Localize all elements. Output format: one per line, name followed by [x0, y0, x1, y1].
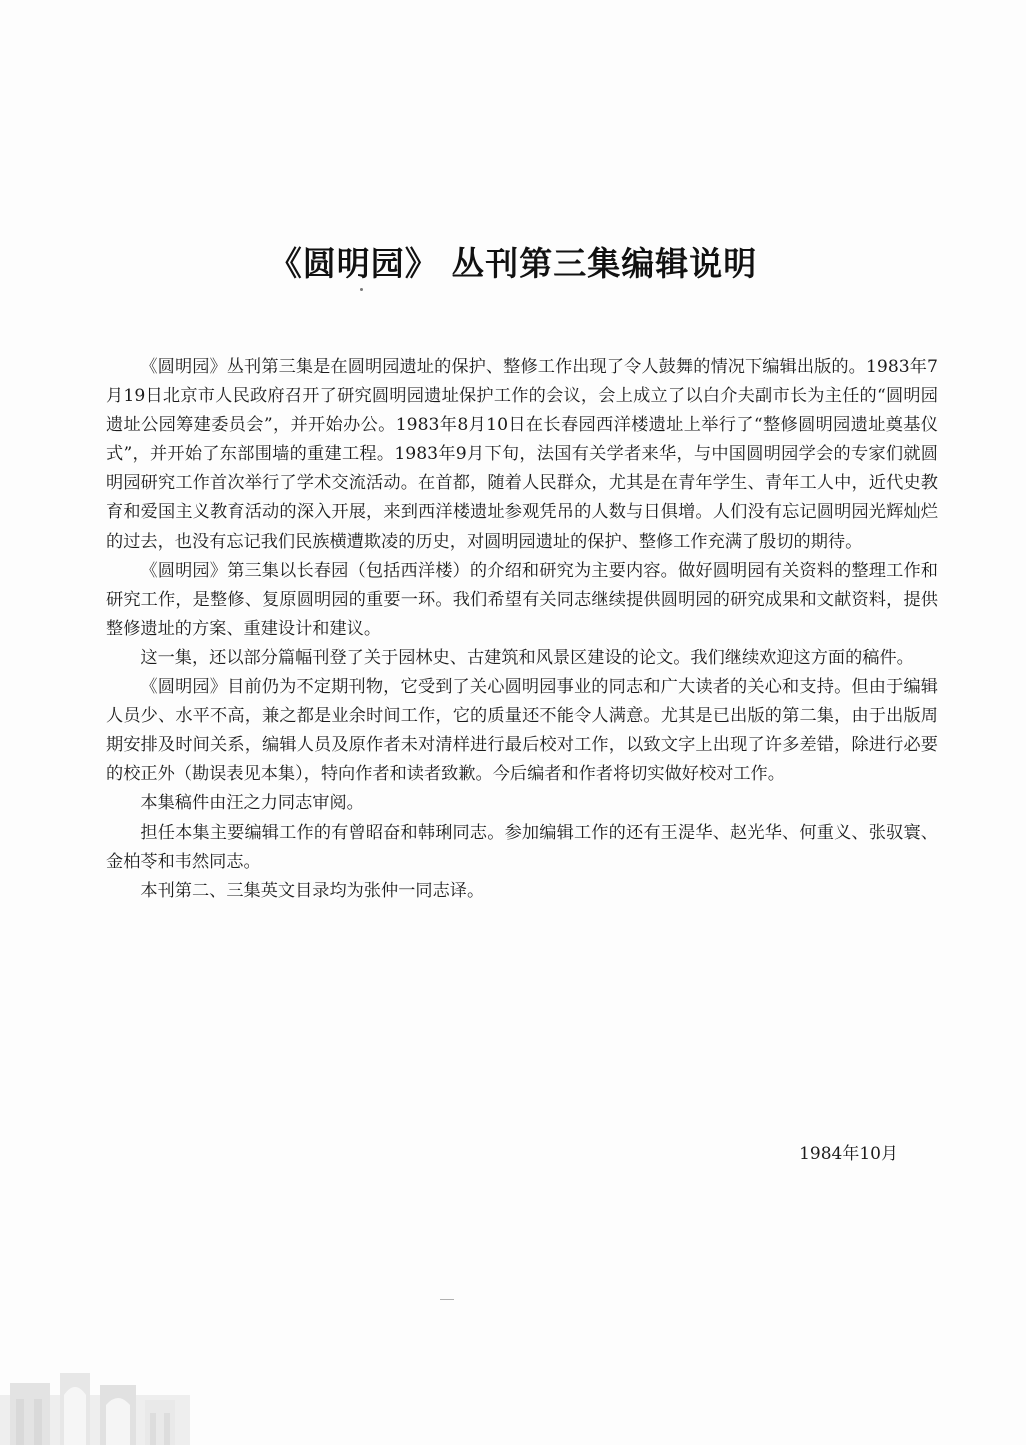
page-mark [440, 1299, 454, 1300]
paragraph-7: 本刊第二、三集英文目录均为张仲一同志译。 [140, 880, 485, 901]
paragraph-2: 《圆明园》第三集以长春园（包括西洋楼）的介绍和研究为主要内容。做好圆明园有关资料的整理工作和研究工作，是整修、复原圆明园的重要一环。我们希望有关同志继续提供圆明园的研究成果和文献资料，提供整修遗址的方案、重建设计和建议。 [106, 560, 938, 639]
ruins-watermark-image [0, 1355, 200, 1445]
paragraph-6: 担任本集主要编辑工作的有曾昭奋和韩琍同志。参加编辑工作的还有王湜华、赵光华、何重义、张驭寰、金柏苓和韦然同志。 [106, 822, 938, 872]
document-title: 《圆明园》 丛刊第三集编辑说明 [268, 244, 758, 283]
paragraph-5: 本集稿件由汪之力同志审阅。 [140, 793, 364, 814]
document-date: 1984年10月 [799, 1144, 898, 1164]
paragraph-1: 《圆明园》丛刊第三集是在圆明园遗址的保护、整修工作出现了令人鼓舞的情况下编辑出版的。1983年7月19日北京市人民政府召开了研究圆明园遗址保护工作的会议，会上成立了以白介夫副市长为主任的“圆明园遗址公园筹建委员会”，并开始办公。1983年8月10日在长春园西洋楼遗址上举行了“整修圆明园遗址奠基仪式”，并开始了东部围墙的重建工程。1983年9月下旬，法国有关学者来华，与中国圆明园学会的专家们就圆明园研究工作首次举行了学术交流活动。在首都，随着人民群众，尤其是在青年学生、青年工人中，近代史教育和爱国主义教育活动的深入开展，来到西洋楼遗址参观凭吊的人数与日俱增。人们没有忘记圆明园光辉灿烂的过去，也没有忘记我们民族横遭欺凌的历史，对圆明园遗址的保护、整修工作充满了殷切的期待。 [106, 357, 938, 552]
paragraph-3: 这一集，还以部分篇幅刊登了关于园林史、古建筑和风景区建设的论文。我们继续欢迎这方面的稿件。 [140, 647, 914, 668]
paragraph-4: 《圆明园》目前仍为不定期刊物，它受到了关心圆明园事业的同志和广大读者的关心和支持。但由于编辑人员少、水平不高，兼之都是业余时间工作，它的质量还不能令人满意。尤其是已出版的第二集，由于出版周期安排及时间关系，编辑人员及原作者未对清样进行最后校对工作，以致文字上出现了许多差错，除进行必要的校正外（勘误表见本集），特向作者和读者致歉。今后编者和作者将切实做好校对工作。 [106, 677, 938, 785]
ink-speck [360, 288, 363, 291]
document-body [106, 353, 938, 906]
